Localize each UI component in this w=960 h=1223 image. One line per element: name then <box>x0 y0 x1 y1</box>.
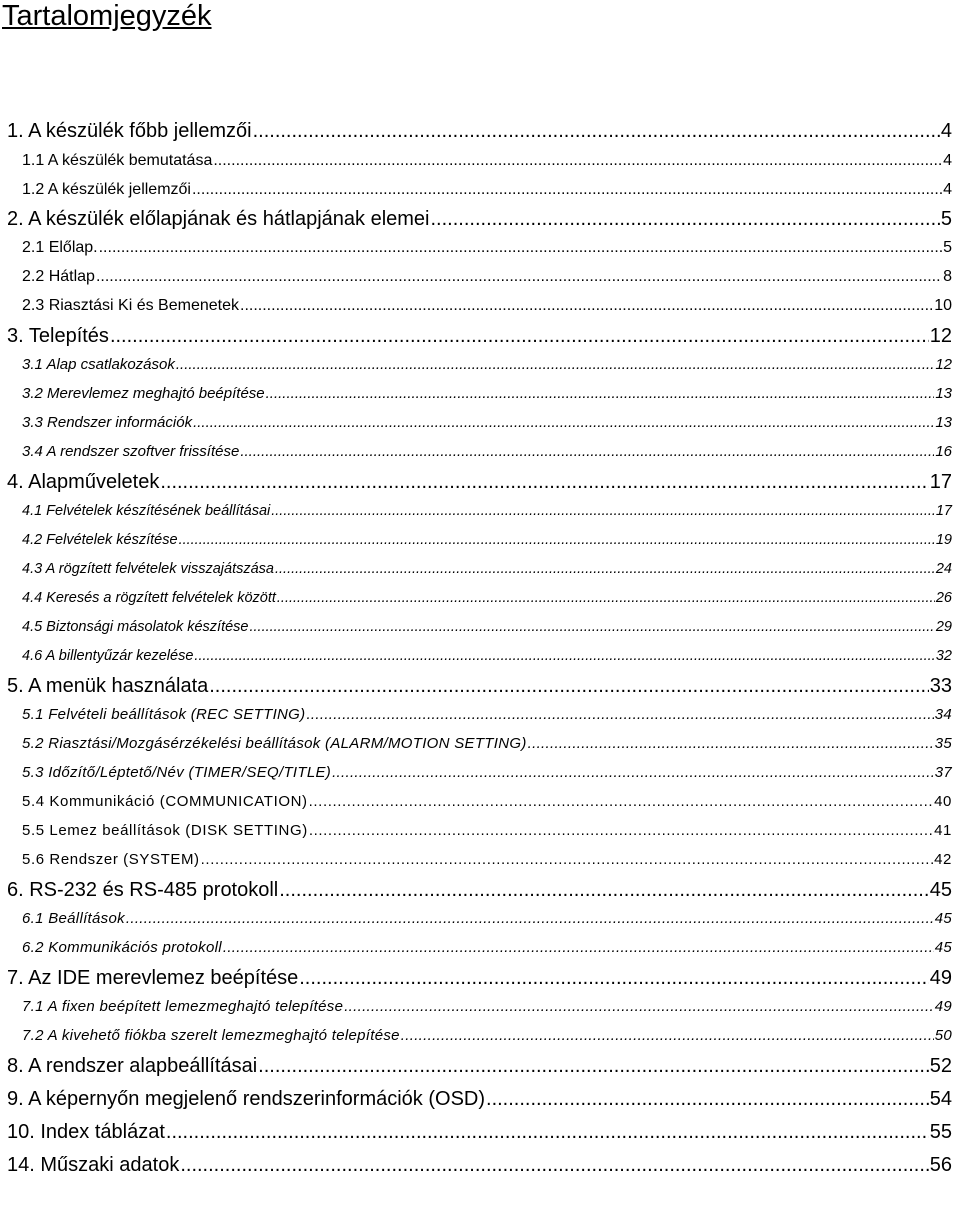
toc-entry-label: 4.5 Biztonsági másolatok készítése <box>22 619 249 635</box>
toc-leader-dots <box>96 267 942 287</box>
toc-entry-page: 35 <box>934 735 952 752</box>
toc-entry[interactable] <box>7 207 952 231</box>
toc-entry-page: 13 <box>935 414 952 431</box>
toc-leader-dots <box>253 119 940 143</box>
toc-entry-label: 7.1 A fixen beépített lemezmeghajtó telepítése <box>22 998 344 1015</box>
toc-leader-dots <box>194 646 934 666</box>
toc-entry-label: 3.4 A rendszer szoftver frissítése <box>22 443 240 460</box>
toc-leader-dots <box>528 734 934 754</box>
toc-entry-label: 4.2 Felvételek készítése <box>22 532 178 548</box>
toc-leader-dots <box>160 470 928 494</box>
toc-entry-page: 12 <box>935 356 952 373</box>
toc-leader-dots <box>201 850 933 870</box>
toc-entry-page: 29 <box>935 619 952 635</box>
toc-entry[interactable] <box>7 966 952 990</box>
toc-leader-dots <box>240 296 933 316</box>
toc-entry[interactable] <box>7 1087 952 1111</box>
toc-leader-dots <box>209 674 929 698</box>
toc-leader-dots <box>249 617 934 637</box>
toc-entry-label: 9. A képernyőn megjelenő rendszerinformációk (OSD) <box>7 1088 486 1110</box>
toc-leader-dots <box>306 705 933 725</box>
toc-entry-page: 54 <box>929 1088 952 1110</box>
toc-leader-dots <box>176 355 934 375</box>
toc-entry[interactable] <box>22 646 952 666</box>
toc-entry-label: 8. A rendszer alapbeállításai <box>7 1055 258 1077</box>
toc-entry-page: 10 <box>934 297 952 314</box>
toc-entry-label: 5.3 Időzítő/Léptető/Név (TIMER/SEQ/TITLE) <box>22 764 332 781</box>
toc-entry-page: 24 <box>935 561 952 577</box>
toc-entry-page: 37 <box>934 764 952 781</box>
toc-leader-dots <box>309 792 933 812</box>
toc-entry[interactable] <box>22 501 952 521</box>
toc-entry[interactable] <box>22 938 952 958</box>
toc-entry-page: 49 <box>934 998 952 1015</box>
toc-entry-page: 34 <box>934 706 952 723</box>
toc-entry-label: 1. A készülék főbb jellemzői <box>7 120 252 142</box>
toc-leader-dots <box>309 821 933 841</box>
toc-entry-page: 5 <box>940 208 952 230</box>
toc-leader-dots <box>401 1026 934 1046</box>
toc-entry-page: 45 <box>934 910 952 927</box>
toc-entry[interactable] <box>22 734 952 754</box>
toc-entry-page: 32 <box>935 648 952 664</box>
toc-entry-label: 6. RS-232 és RS-485 protokoll <box>7 879 279 901</box>
toc-leader-dots <box>299 966 929 990</box>
toc-entry-page: 52 <box>929 1055 952 1077</box>
toc-entry-page: 55 <box>929 1121 952 1143</box>
page-title: Tartalomjegyzék <box>2 0 212 32</box>
toc-entry-label: 5. A menük használata <box>7 675 209 697</box>
toc-entry-page: 8 <box>943 268 952 285</box>
toc-leader-dots <box>344 997 933 1017</box>
toc-entry-label: 1.2 A készülék jellemzői <box>22 181 191 198</box>
toc-entry[interactable] <box>22 413 952 433</box>
toc-entry-page: 33 <box>929 675 952 697</box>
toc-entry-page: 56 <box>929 1154 952 1176</box>
toc-entry-label: 7. Az IDE merevlemez beépítése <box>7 967 299 989</box>
toc-entry[interactable] <box>7 674 952 698</box>
toc-entry-page: 5 <box>943 239 952 256</box>
toc-entry[interactable] <box>22 792 952 812</box>
toc-leader-dots <box>431 207 940 231</box>
toc-entry-label: 4.3 A rögzített felvételek visszajátszása <box>22 561 274 577</box>
toc-entry[interactable] <box>22 850 952 870</box>
toc-entry-label: 2. A készülék előlapjának és hátlapjának elemei <box>7 208 430 230</box>
toc-entry-page: 49 <box>929 967 952 989</box>
toc-entry-label: 5.6 Rendszer (SYSTEM) <box>22 851 200 868</box>
toc-entry[interactable] <box>7 324 952 348</box>
toc-entry-label: 3. Telepítés <box>7 325 109 347</box>
toc-entry[interactable] <box>22 763 952 783</box>
toc-leader-dots <box>110 324 929 348</box>
toc-leader-dots <box>332 763 934 783</box>
toc-entry-label: 4.4 Keresés a rögzített felvételek között <box>22 590 276 606</box>
toc-entry-page: 19 <box>935 532 952 548</box>
toc-entry[interactable] <box>22 588 952 608</box>
toc-leader-dots <box>179 530 935 550</box>
toc-entry-page: 45 <box>929 879 952 901</box>
toc-leader-dots <box>126 909 934 929</box>
toc-entry[interactable] <box>22 909 952 929</box>
toc-entry[interactable] <box>22 997 952 1017</box>
toc-leader-dots <box>271 501 935 521</box>
toc-entry-label: 7.2 A kivehető fiókba szerelt lemezmeghajtó telepítése <box>22 1027 400 1044</box>
toc-entry-page: 17 <box>929 471 952 493</box>
toc-entry-label: 10. Index táblázat <box>7 1121 165 1143</box>
toc-entry[interactable] <box>7 470 952 494</box>
toc-entry-label: 2.3 Riasztási Ki és Bemenetek <box>22 297 239 314</box>
toc-entry-label: 3.1 Alap csatlakozások <box>22 356 175 373</box>
toc-leader-dots <box>180 1153 928 1177</box>
toc-entry-page: 40 <box>934 793 952 810</box>
toc-entry[interactable] <box>22 530 952 550</box>
toc-entry-page: 45 <box>934 939 952 956</box>
toc-leader-dots <box>192 180 942 200</box>
toc-entry-page: 12 <box>929 325 952 347</box>
toc-entry[interactable] <box>22 151 952 171</box>
toc-entry[interactable] <box>22 559 952 579</box>
toc-entry-label: 5.2 Riasztási/Mozgásérzékelési beállítások (ALARM/MOTION SETTING) <box>22 735 527 752</box>
toc-leader-dots <box>213 151 942 171</box>
toc-entry-page: 17 <box>935 503 952 519</box>
toc-entry-page: 41 <box>934 822 952 839</box>
toc-entry[interactable] <box>22 180 952 200</box>
toc-entry-label: 3.3 Rendszer információk <box>22 414 193 431</box>
toc-entry-label: 3.2 Merevlemez meghajtó beépítése <box>22 385 265 402</box>
toc-entry-label: 1.1 A készülék bemutatása <box>22 152 213 169</box>
toc-entry-page: 13 <box>935 385 952 402</box>
toc-leader-dots <box>486 1087 929 1111</box>
toc-leader-dots <box>240 442 934 462</box>
toc-leader-dots <box>279 878 929 902</box>
toc-entry-page: 4 <box>943 152 952 169</box>
toc-entry-page: 4 <box>943 181 952 198</box>
toc-entry-page: 50 <box>934 1027 952 1044</box>
toc-entry-label: 6.1 Beállítások <box>22 910 125 927</box>
toc-entry[interactable] <box>22 267 952 287</box>
toc-entry[interactable] <box>22 296 952 316</box>
toc-entry-label: 5.5 Lemez beállítások (DISK SETTING) <box>22 822 308 839</box>
toc-entry[interactable] <box>22 617 952 637</box>
toc-entry[interactable] <box>7 1120 952 1144</box>
toc-entry-label: 5.1 Felvételi beállítások (REC SETTING) <box>22 706 306 723</box>
toc-entry[interactable] <box>22 355 952 375</box>
toc-entry-label: 14. Műszaki adatok <box>7 1154 180 1176</box>
toc-entry[interactable] <box>7 119 952 143</box>
toc-entry[interactable] <box>7 1054 952 1078</box>
toc-entry[interactable] <box>22 821 952 841</box>
toc-entry-label: 4.1 Felvételek készítésének beállításai <box>22 503 271 519</box>
toc-entry[interactable] <box>22 384 952 404</box>
toc-entry[interactable] <box>22 705 952 725</box>
toc-entry-label: 5.4 Kommunikáció (COMMUNICATION) <box>22 793 308 810</box>
toc-entry[interactable] <box>22 442 952 462</box>
toc-entry-label: 2.1 Előlap. <box>22 239 98 256</box>
toc-leader-dots <box>258 1054 929 1078</box>
toc-entry-label: 2.2 Hátlap <box>22 268 95 285</box>
toc-leader-dots <box>223 938 934 958</box>
toc-entry[interactable] <box>7 878 952 902</box>
toc-entry-page: 42 <box>934 851 952 868</box>
toc-leader-dots <box>266 384 935 404</box>
toc-entry[interactable] <box>7 1153 952 1177</box>
toc-leader-dots <box>193 413 934 433</box>
toc-entry-label: 4.6 A billentyűzár kezelése <box>22 648 194 664</box>
toc-leader-dots <box>166 1120 929 1144</box>
toc-leader-dots <box>275 559 935 579</box>
toc-entry[interactable] <box>22 1026 952 1046</box>
toc-leader-dots <box>277 588 935 608</box>
toc-entry-label: 6.2 Kommunikációs protokoll <box>22 939 222 956</box>
toc-entry[interactable] <box>22 238 952 258</box>
toc-entry-page: 16 <box>935 443 952 460</box>
toc-leader-dots <box>99 238 942 258</box>
toc-entry-page: 26 <box>935 590 952 606</box>
toc-entry-label: 4. Alapműveletek <box>7 471 160 493</box>
toc-entry-page: 4 <box>940 120 952 142</box>
